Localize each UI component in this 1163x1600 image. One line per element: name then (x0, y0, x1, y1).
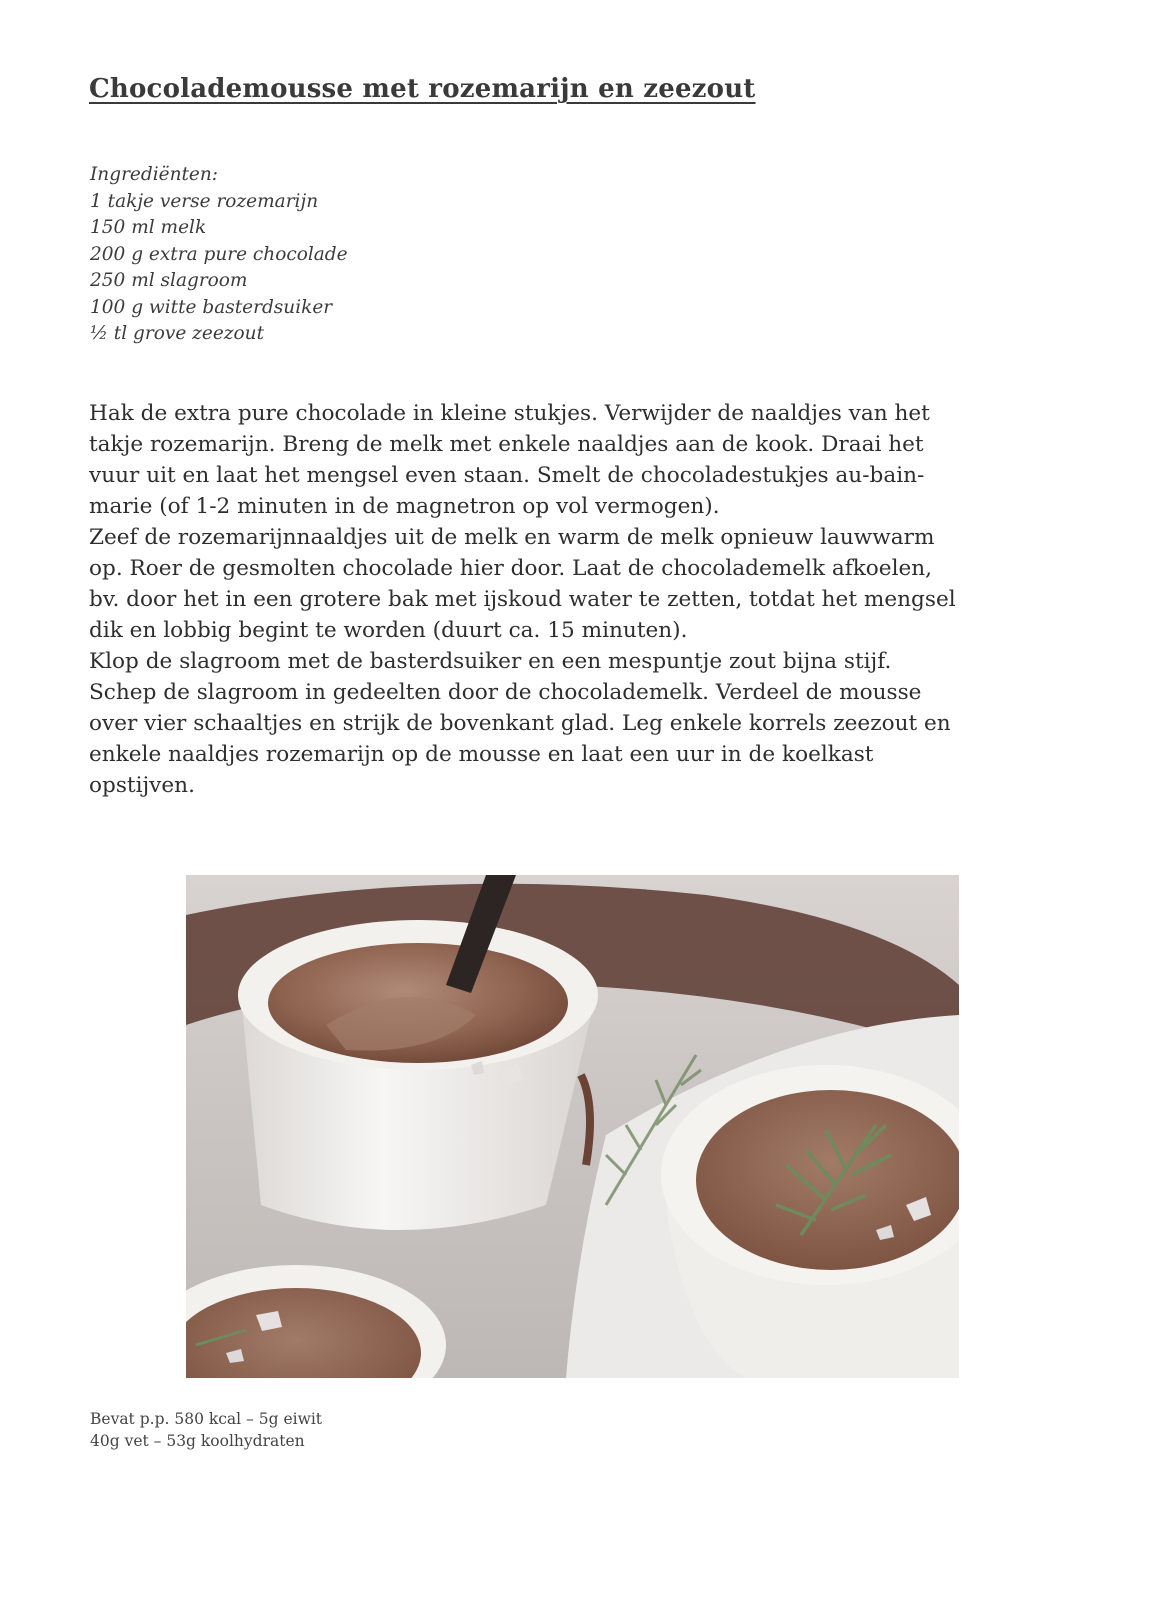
nutrition-info (90, 1408, 322, 1452)
main-ramekin (238, 920, 598, 1230)
instruction-line: Klop de slagroom met de basterdsuiker en een mespuntje zout bijna stijf. (89, 649, 892, 674)
instruction-line: opstijven. (89, 773, 195, 798)
instruction-line: Zeef de rozemarijnnaaldjes uit de melk en warm de melk opnieuw lauwwarm (89, 525, 935, 550)
ingredient-item: 200 g extra pure chocolade (90, 243, 348, 265)
mousse-photo (186, 875, 959, 1378)
ingredient-item: 1 takje verse rozemarijn (90, 190, 319, 212)
instruction-line: enkele naaldjes rozemarijn op de mousse en laat een uur in de koelkast (89, 742, 874, 767)
nutrition-line: 40g vet – 53g koolhydraten (90, 1432, 305, 1450)
right-ramekin (661, 1065, 959, 1378)
ingredient-item: ½ tl grove zeezout (90, 323, 265, 344)
ingredients-list (90, 162, 348, 348)
instruction-line: vuur uit en laat het mengsel even staan. Smelt de chocoladestukjes au-bain- (89, 463, 925, 488)
ingredient-item: 250 ml slagroom (90, 270, 248, 291)
instructions (89, 398, 1099, 801)
ingredients-heading: Ingrediënten: (90, 164, 219, 185)
instruction-line: over vier schaaltjes en strijk de bovenkant glad. Leg enkele korrels zeezout en (89, 711, 951, 736)
instruction-line: marie (of 1-2 minuten in de magnetron op vol vermogen). (89, 494, 720, 519)
instruction-line: bv. door het in een grotere bak met ijskoud water te zetten, totdat het mengsel (89, 587, 956, 612)
ingredient-item: 150 ml melk (90, 217, 207, 238)
instruction-line: op. Roer de gesmolten chocolade hier door. Laat de chocolademelk afkoelen, (89, 556, 933, 581)
instruction-line: Schep de slagroom in gedeelten door de chocolademelk. Verdeel de mousse (89, 680, 922, 705)
instruction-line: Hak de extra pure chocolade in kleine stukjes. Verwijder de naaldjes van het (89, 401, 930, 426)
recipe-title: Chocolademousse met rozemarijn en zeezout (89, 74, 756, 104)
ingredient-item: 100 g witte basterdsuiker (90, 296, 333, 318)
instruction-line: takje rozemarijn. Breng de melk met enkele naaldjes aan de kook. Draai het (89, 432, 924, 457)
instruction-line: dik en lobbig begint te worden (duurt ca. 15 minuten). (89, 618, 688, 643)
nutrition-line: Bevat p.p. 580 kcal – 5g eiwit (90, 1410, 323, 1428)
